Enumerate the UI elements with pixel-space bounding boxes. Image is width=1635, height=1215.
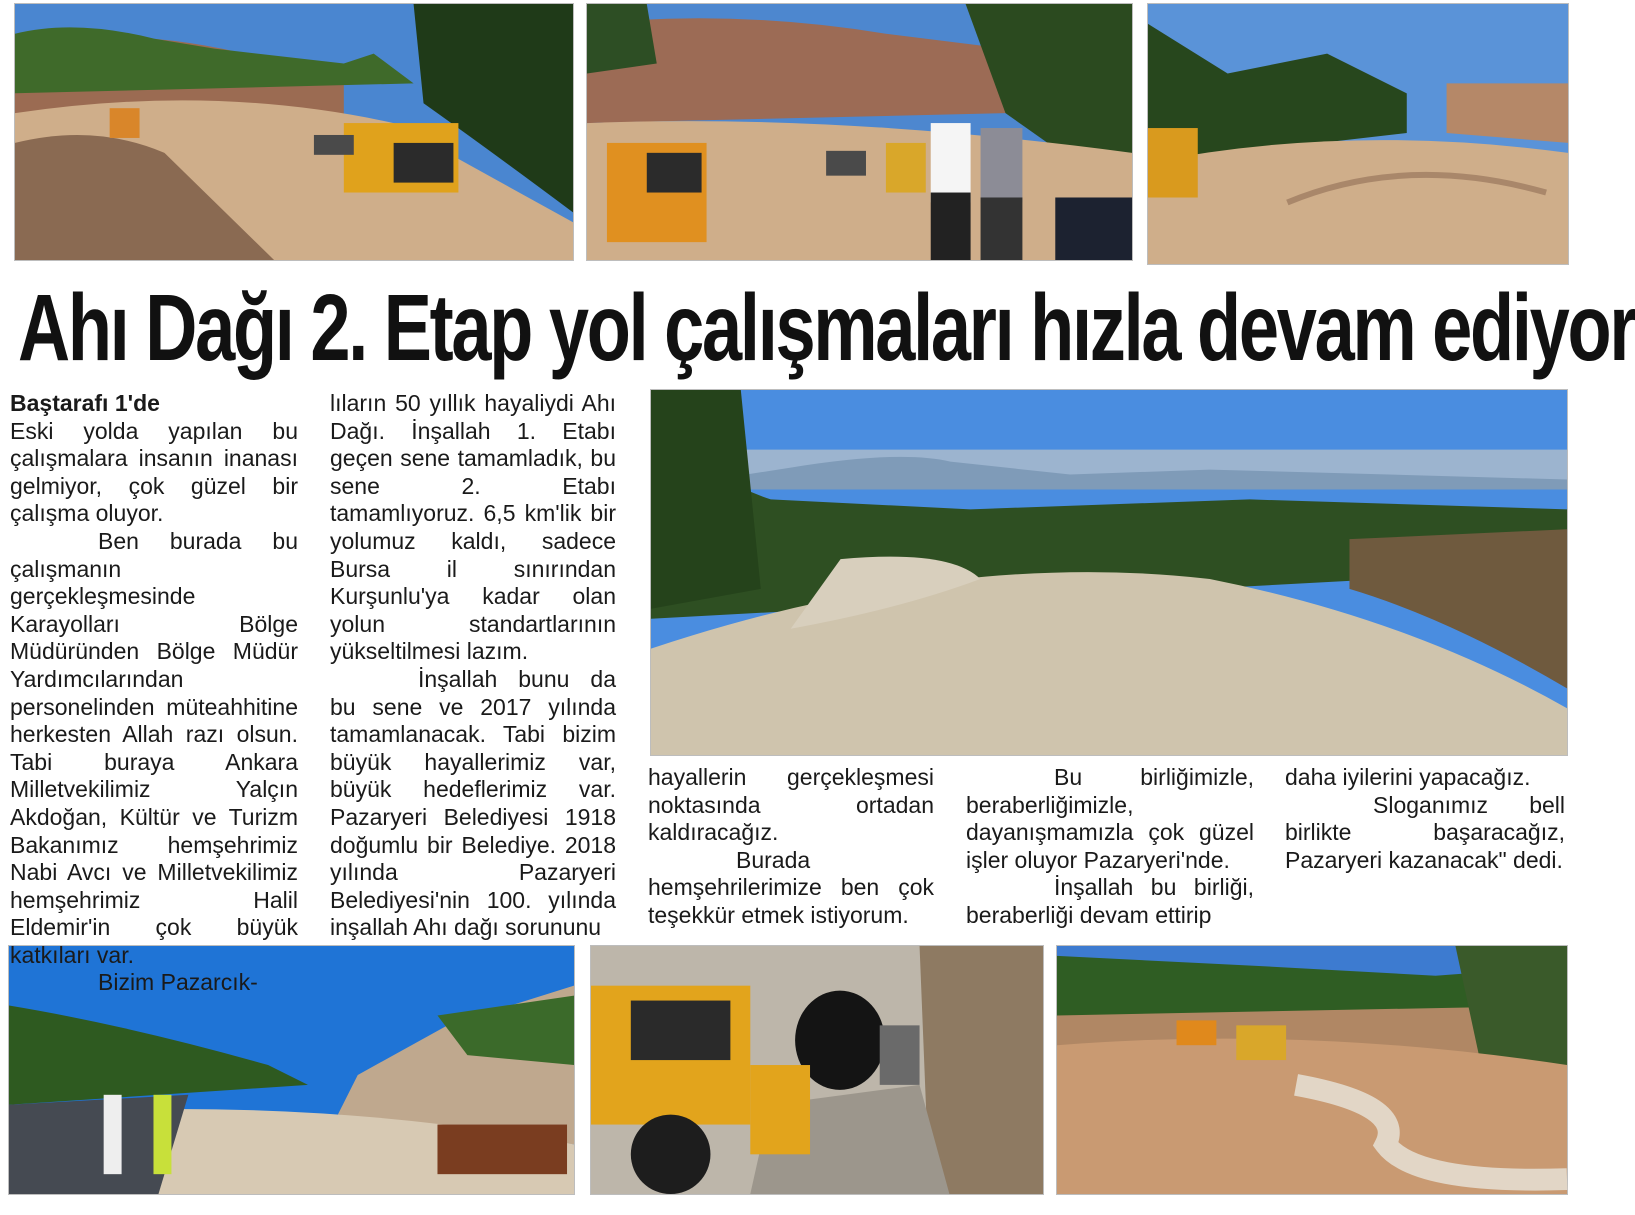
photo-officials-at-site: [586, 3, 1133, 261]
kicker: Baştarafı 1'de: [10, 390, 160, 416]
photo-road-construction-top-left: [14, 3, 574, 261]
column-3-paragraph-1: hayallerin gerçekleşmesi noktasında ortadan kaldıracağız.: [648, 764, 934, 846]
column-5: [1285, 764, 1565, 874]
column-5-paragraph-2: Sloganımız bell birlikte başaracağız, Pazaryeri kazanacak" dedi.: [1285, 791, 1565, 873]
column-2-paragraph-2: İnşallah bunu da bu sene ve 2017 yılında tamamlanacak. Tabi bizim büyük hayallerimiz var, büyük hedeflerimiz var. Pazaryeri Belediyesi 1918 doğumlu bir Belediye. 2018 yılında Pazaryeri Belediyesi'nin 100. yılında inşallah Ahı dağı sorununu: [330, 665, 616, 941]
column-5-paragraph-1: daha iyilerini yapacağız.: [1285, 764, 1531, 790]
column-1-paragraph-2: Ben burada bu çalışmanın gerçekleşmesinde Karayolları Bölge Müdüründen Bölge Müdür Yardımcılarından personelinden müteahhitine herkesten Allah razı olsun. Tabi buraya Ankara Milletvekilimiz Yalçın Akdoğan, Kültür ve Turizm Bakanımız hemşehrimiz Nabi Avcı ve Milletvekilimiz hemşehrimiz Halil Eldemir'in çok büyük katkıları var.: [10, 527, 298, 968]
column-2: [330, 390, 616, 942]
photo-tunnel-excavation: [590, 945, 1044, 1195]
photo-graded-road-curve: [1147, 3, 1569, 265]
photo-gravel-road-panorama: [650, 389, 1568, 756]
column-2-paragraph-1: lıların 50 yıllık hayaliydi Ahı Dağı. İnşallah 1. Etabı geçen sene tamamladık, bu sene 2. Etabı tamamlıyoruz. 6,5 km'lik bir yolumuz kaldı, sadece Bursa il sınırından Kurşunlu'ya kadar olan yolun standartlarının yükseltilmesi lazım.: [330, 390, 616, 665]
photo-winding-road-bend: [1056, 945, 1568, 1195]
column-3-paragraph-2: Burada hemşehrilerimize ben çok teşekkür etmek istiyorum.: [648, 846, 934, 928]
headline: Ahı Dağı 2. Etap yol çalışmaları hızla devam ediyor: [18, 275, 1635, 381]
column-1: [10, 390, 298, 997]
column-4-paragraph-1: Bu birliğimizle, beraberliğimizle, dayanışmamızla çok güzel işler oluyor Pazaryeri'nde.: [966, 764, 1254, 873]
column-4-paragraph-2: İnşallah bu birliği, beraberliği devam ettirip: [966, 874, 1254, 928]
column-1-paragraph-1: Eski yolda yapılan bu çalışmalara insanın inanası gelmiyor, çok güzel bir çalışma oluyor.: [10, 417, 298, 527]
column-4: [966, 764, 1254, 930]
column-3: [648, 764, 934, 930]
column-1-paragraph-3: Bizim Pazarcık-: [98, 969, 258, 996]
